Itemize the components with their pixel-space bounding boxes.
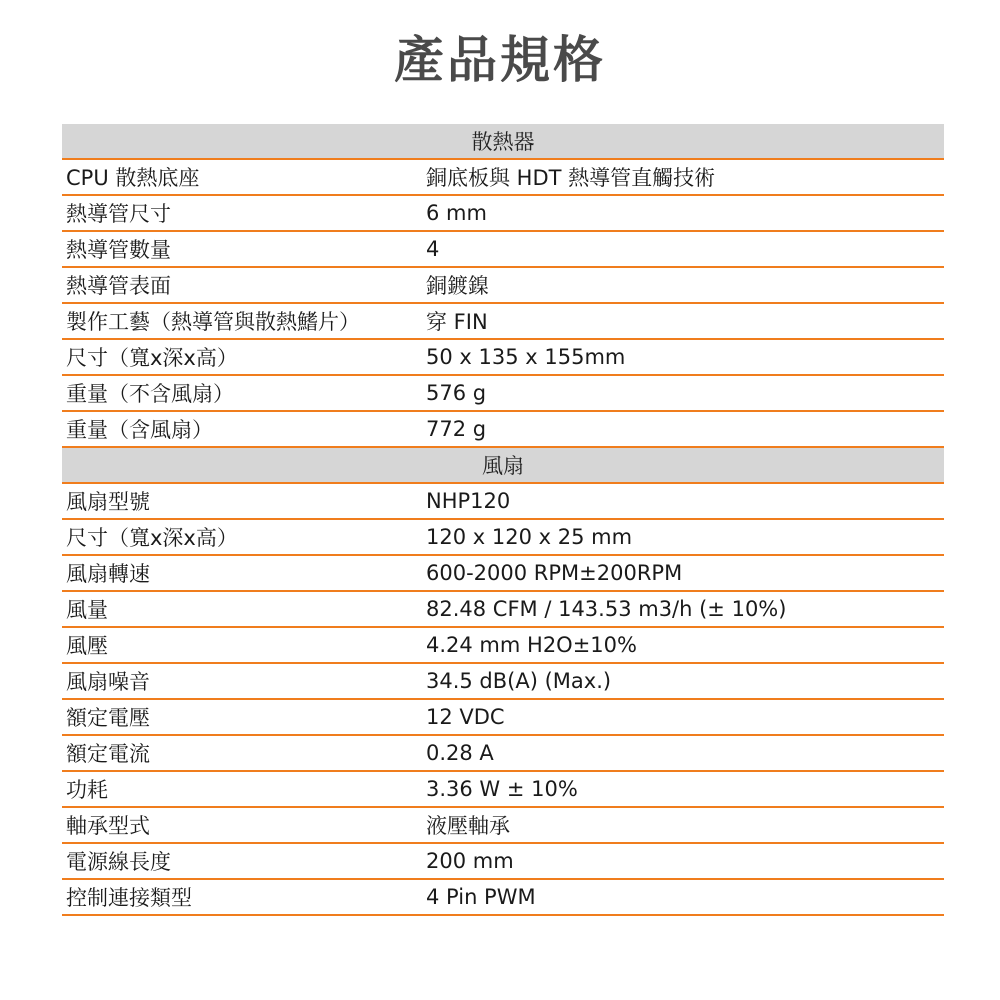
table-row	[62, 376, 944, 412]
table-row	[62, 412, 944, 448]
table-row	[62, 268, 944, 304]
spec-label: 電源線長度	[66, 850, 171, 874]
spec-label: 熱導管尺寸	[66, 202, 171, 226]
spec-value: 3.36 W ± 10%	[426, 777, 578, 801]
spec-value: 銅底板與 HDT 熱導管直觸技術	[426, 166, 716, 190]
spec-value: 576 g	[426, 381, 487, 405]
section-header-heatsink: 散熱器	[62, 124, 944, 160]
spec-label: 熱導管表面	[66, 274, 171, 298]
table-row	[62, 556, 944, 592]
table-row	[62, 304, 944, 340]
spec-value: 4.24 mm H2O±10%	[426, 633, 637, 657]
spec-label: 額定電壓	[66, 706, 150, 730]
spec-value: 4	[426, 237, 440, 261]
spec-value: 銅鍍鎳	[426, 274, 489, 298]
table-row	[62, 160, 944, 196]
spec-label: 風扇型號	[66, 490, 150, 514]
spec-value: 200 mm	[426, 849, 514, 873]
table-row	[62, 628, 944, 664]
table-row	[62, 700, 944, 736]
table-row	[62, 736, 944, 772]
table-row	[62, 592, 944, 628]
spec-value: 0.28 A	[426, 741, 494, 765]
spec-value: 穿 FIN	[426, 310, 488, 334]
table-row	[62, 340, 944, 376]
table-row	[62, 880, 944, 916]
spec-label: 風量	[66, 598, 108, 622]
spec-label: 尺寸（寬x深x高）	[66, 346, 238, 370]
table-row	[62, 664, 944, 700]
spec-label: 額定電流	[66, 742, 150, 766]
spec-value: 50 x 135 x 155mm	[426, 345, 626, 369]
spec-label: 重量（含風扇）	[66, 418, 213, 442]
spec-value: 12 VDC	[426, 705, 505, 729]
spec-label: 尺寸（寬x深x高）	[66, 526, 238, 550]
table-row	[62, 232, 944, 268]
spec-value: 液壓軸承	[426, 814, 510, 838]
table-row	[62, 484, 944, 520]
section-header-fan: 風扇	[62, 448, 944, 484]
table-row	[62, 772, 944, 808]
spec-label: 功耗	[66, 778, 108, 802]
spec-label: 重量（不含風扇）	[66, 382, 234, 406]
spec-label: 熱導管數量	[66, 238, 171, 262]
spec-label: 製作工藝（熱導管與散熱鰭片）	[66, 310, 360, 334]
spec-label: 風扇噪音	[66, 670, 150, 694]
table-row	[62, 844, 944, 880]
spec-value: 6 mm	[426, 201, 487, 225]
spec-value: 120 x 120 x 25 mm	[426, 525, 633, 549]
spec-value: 600-2000 RPM±200RPM	[426, 561, 683, 585]
spec-label: 風扇轉速	[66, 562, 150, 586]
spec-label: 控制連接類型	[66, 886, 192, 910]
table-row	[62, 808, 944, 844]
spec-value: 772 g	[426, 417, 487, 441]
spec-label: 軸承型式	[66, 814, 150, 838]
table-row	[62, 196, 944, 232]
table-row	[62, 520, 944, 556]
spec-value: 82.48 CFM / 143.53 m3/h (± 10%)	[426, 597, 787, 621]
spec-label: 風壓	[66, 634, 108, 658]
spec-value: 34.5 dB(A) (Max.)	[426, 669, 612, 693]
spec-table	[62, 124, 944, 916]
spec-label: CPU 散熱底座	[66, 166, 200, 190]
page-title: 產品規格	[394, 31, 606, 89]
spec-value: NHP120	[426, 489, 511, 513]
spec-value: 4 Pin PWM	[426, 885, 536, 909]
